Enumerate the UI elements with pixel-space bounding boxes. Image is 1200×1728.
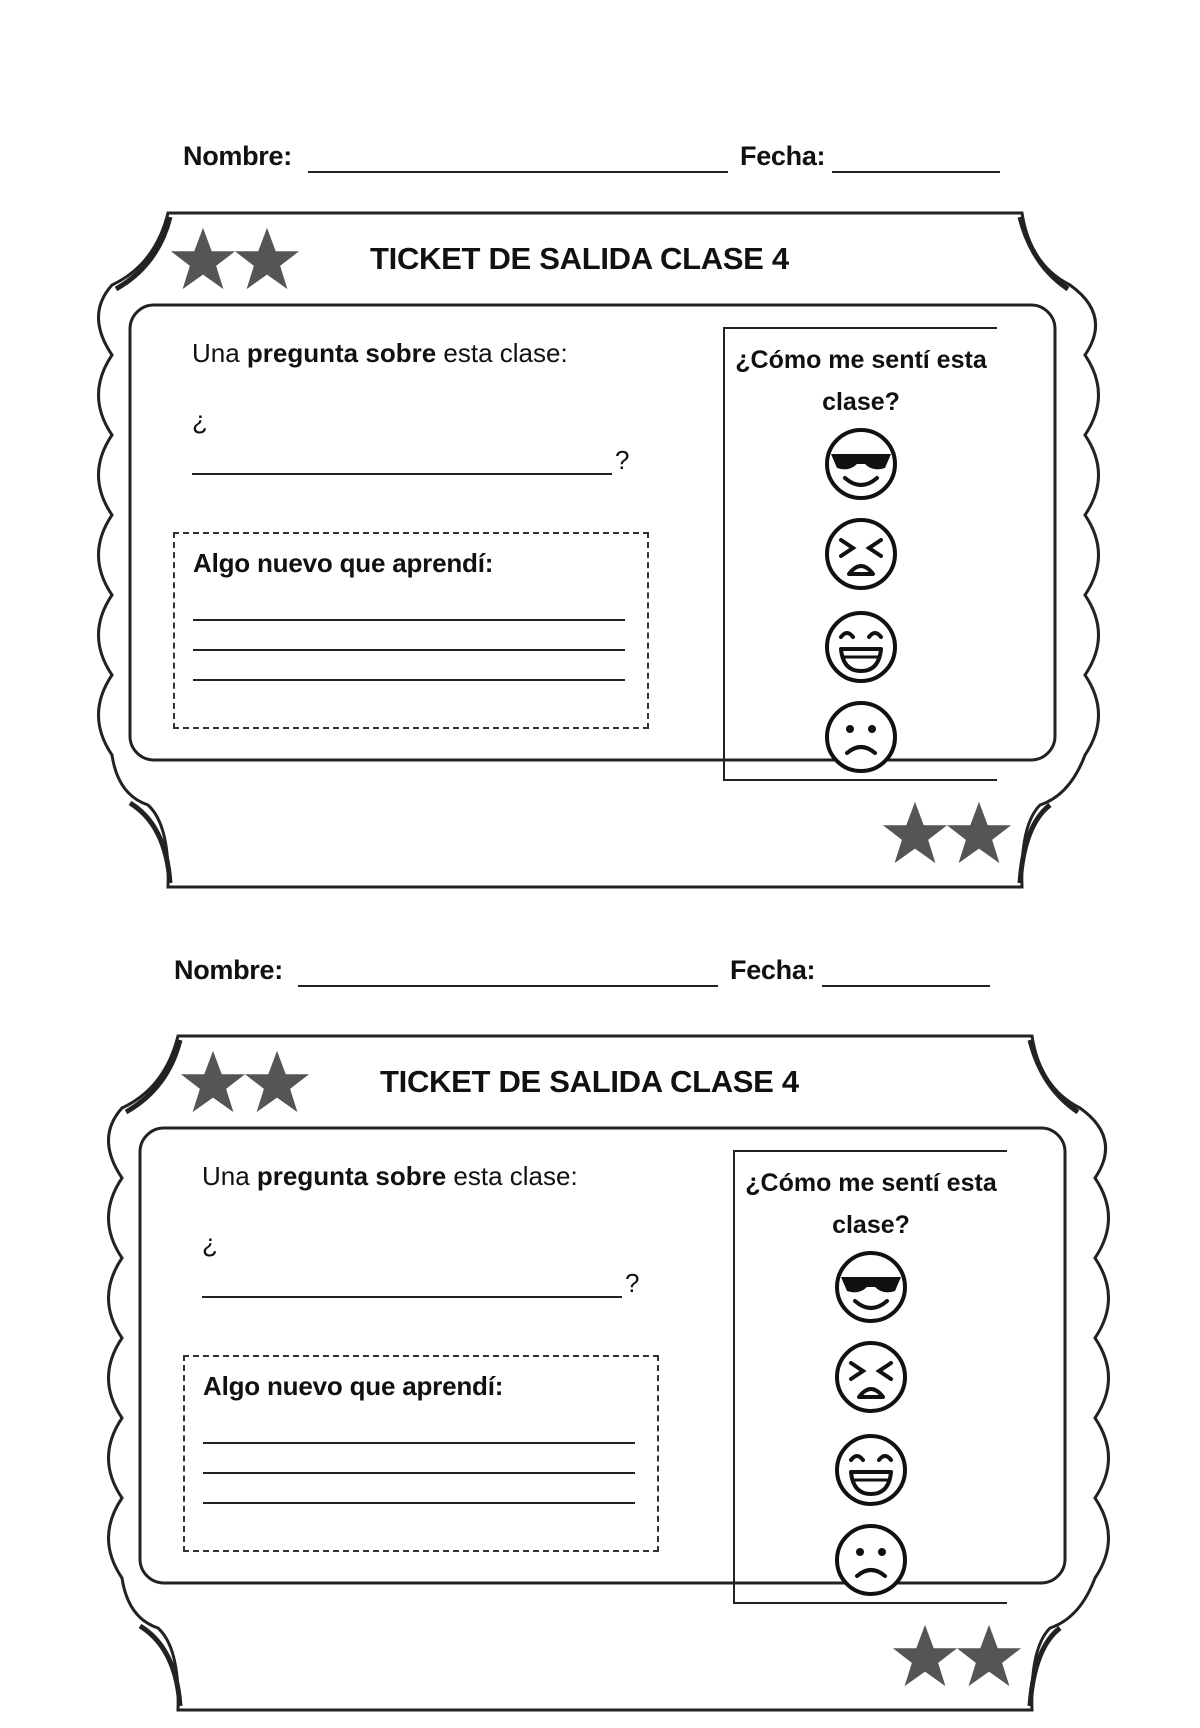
- learned-label: Algo nuevo que aprendí:: [193, 548, 494, 578]
- date-blank[interactable]: [822, 985, 990, 987]
- question-close-mark: ?: [625, 1268, 640, 1298]
- learned-answer-line[interactable]: [203, 1472, 635, 1474]
- exit-ticket: [10, 1028, 1200, 1728]
- upset-face-icon[interactable]: [823, 516, 899, 592]
- star-icon: [954, 1622, 1024, 1692]
- date-blank[interactable]: [832, 171, 1000, 173]
- mood-box: [733, 1150, 1007, 1604]
- cool-face-icon[interactable]: [833, 1249, 909, 1325]
- ticket-title: TICKET DE SALIDA CLASE 4: [380, 1064, 799, 1099]
- question-answer-line[interactable]: [192, 473, 612, 475]
- learned-answer-line[interactable]: [193, 619, 625, 621]
- question-label: Una pregunta sobre esta clase:: [202, 1161, 578, 1191]
- mood-box: [723, 327, 997, 781]
- star-icon: [178, 1048, 248, 1118]
- learned-box: [173, 532, 649, 729]
- cool-face-icon[interactable]: [823, 426, 899, 502]
- upset-face-icon[interactable]: [833, 1339, 909, 1415]
- star-icon: [880, 799, 950, 869]
- grinning-face-icon[interactable]: [823, 609, 899, 685]
- learned-box: [183, 1355, 659, 1552]
- name-blank[interactable]: [298, 985, 718, 987]
- learned-answer-line[interactable]: [203, 1442, 635, 1444]
- question-close-mark: ?: [615, 445, 630, 475]
- question-open-mark: ¿: [192, 405, 208, 435]
- learned-answer-line[interactable]: [203, 1502, 635, 1504]
- question-open-mark: ¿: [202, 1228, 218, 1258]
- name-label: Nombre:: [174, 955, 283, 985]
- name-blank[interactable]: [308, 171, 728, 173]
- star-icon: [232, 225, 302, 295]
- star-icon: [168, 225, 238, 295]
- learned-answer-line[interactable]: [193, 649, 625, 651]
- header-line: [0, 955, 1200, 995]
- star-icon: [890, 1622, 960, 1692]
- sad-face-icon[interactable]: [823, 699, 899, 775]
- sad-face-icon[interactable]: [833, 1522, 909, 1598]
- mood-question: ¿Cómo me sentí esta clase?: [735, 346, 987, 416]
- mood-question: ¿Cómo me sentí esta clase?: [745, 1169, 997, 1239]
- question-label: Una pregunta sobre esta clase:: [192, 338, 568, 368]
- name-label: Nombre:: [183, 141, 292, 171]
- star-icon: [242, 1048, 312, 1118]
- exit-ticket: [0, 205, 1200, 905]
- date-label: Fecha:: [740, 141, 826, 171]
- ticket-title: TICKET DE SALIDA CLASE 4: [370, 241, 789, 276]
- learned-answer-line[interactable]: [193, 679, 625, 681]
- star-icon: [944, 799, 1014, 869]
- learned-label: Algo nuevo que aprendí:: [203, 1371, 504, 1401]
- grinning-face-icon[interactable]: [833, 1432, 909, 1508]
- header-line: [0, 141, 1200, 181]
- question-answer-line[interactable]: [202, 1296, 622, 1298]
- date-label: Fecha:: [730, 955, 816, 985]
